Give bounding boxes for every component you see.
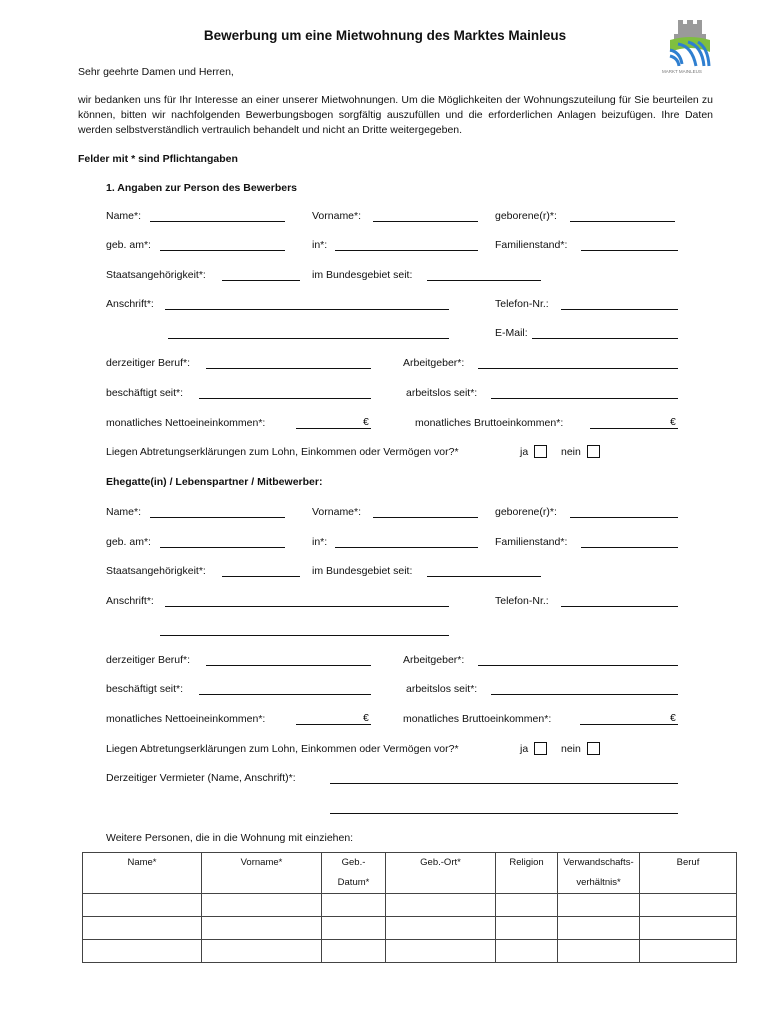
partner-arbeitslos-field[interactable] (491, 694, 678, 695)
table-row (83, 940, 737, 963)
header-geb-datum: Geb.- Datum* (322, 853, 386, 894)
partner-anschrift-field[interactable] (165, 606, 449, 607)
partner-geb-am-label: geb. am*: (106, 536, 151, 548)
table-cell[interactable] (386, 894, 496, 917)
vermieter-field[interactable] (330, 783, 678, 784)
partner-nein-label: nein (561, 743, 581, 755)
table-cell[interactable] (83, 917, 202, 940)
nein-label: nein (561, 446, 581, 458)
table-cell[interactable] (496, 894, 558, 917)
page-title: Bewerbung um eine Mietwohnung des Marktes Mainleus (203, 28, 567, 43)
table-cell[interactable] (202, 894, 322, 917)
header-beruf: Beruf (640, 853, 737, 894)
partner-familienstand-field[interactable] (581, 547, 678, 548)
table-cell[interactable] (496, 940, 558, 963)
geb-am-label: geb. am*: (106, 239, 151, 251)
geborene-label: geborene(r)*: (495, 210, 557, 222)
partner-beschaeftigt-label: beschäftigt seit*: (106, 683, 184, 695)
geburtsort-field[interactable] (335, 250, 478, 251)
partner-geb-am-field[interactable] (160, 547, 285, 548)
table-cell[interactable] (202, 940, 322, 963)
abtretung-question: Liegen Abtretungserklärungen zum Lohn, Einkommen oder Vermögen vor?* (106, 446, 459, 458)
bundesgebiet-label: im Bundesgebiet seit: (312, 269, 413, 281)
brutto-euro: € (670, 416, 676, 428)
table-row (83, 894, 737, 917)
table-cell[interactable] (558, 940, 640, 963)
nein-checkbox[interactable] (587, 445, 600, 458)
table-cell[interactable] (640, 917, 737, 940)
brutto-field[interactable] (590, 428, 678, 429)
partner-brutto-euro: € (670, 712, 676, 724)
partner-beruf-field[interactable] (206, 665, 371, 666)
partner-geborene-label: geborene(r)*: (495, 506, 557, 518)
netto-field[interactable] (296, 428, 371, 429)
vorname-field[interactable] (373, 221, 478, 222)
section2-heading: Ehegatte(in) / Lebenspartner / Mitbewerber: (106, 476, 323, 488)
ja-checkbox[interactable] (534, 445, 547, 458)
beschaeftigt-field[interactable] (199, 398, 371, 399)
email-label: E-Mail: (495, 327, 528, 339)
markt-mainleus-logo (664, 14, 716, 76)
vermieter-label: Derzeitiger Vermieter (Name, Anschrift)*: (106, 772, 296, 784)
partner-netto-label: monatliches Nettoeineinkommen*: (106, 713, 266, 725)
partner-staat-label: Staatsangehörigkeit*: (106, 565, 206, 577)
table-cell[interactable] (322, 917, 386, 940)
anschrift-field[interactable] (165, 309, 449, 310)
table-cell[interactable] (558, 917, 640, 940)
partner-brutto-field[interactable] (580, 724, 678, 725)
partner-telefon-field[interactable] (561, 606, 678, 607)
geb-am-field[interactable] (160, 250, 285, 251)
partner-staat-field[interactable] (222, 576, 300, 577)
salutation: Sehr geehrte Damen und Herren, (78, 66, 234, 78)
name-field[interactable] (150, 221, 285, 222)
arbeitslos-label: arbeitslos seit*: (406, 387, 478, 399)
partner-arbeitgeber-label: Arbeitgeber*: (403, 654, 465, 666)
partner-name-label: Name*: (106, 506, 142, 518)
beruf-field[interactable] (206, 368, 371, 369)
telefon-label: Telefon-Nr.: (495, 298, 549, 310)
required-note: Felder mit * sind Pflichtangaben (78, 153, 238, 165)
partner-ja-label: ja (520, 743, 529, 755)
ja-label: ja (520, 446, 529, 458)
table-row (83, 917, 737, 940)
partner-vorname-label: Vorname*: (312, 506, 362, 518)
table-cell[interactable] (202, 917, 322, 940)
partner-arbeitgeber-field[interactable] (478, 665, 678, 666)
arbeitslos-field[interactable] (491, 398, 678, 399)
partner-name-field[interactable] (150, 517, 285, 518)
anschrift-label: Anschrift*: (106, 298, 154, 310)
partner-familienstand-label: Familienstand*: (495, 536, 568, 548)
persons-table-header (83, 853, 737, 894)
partner-telefon-label: Telefon-Nr.: (495, 595, 549, 607)
header-geb-ort: Geb.-Ort* (386, 853, 496, 894)
logo-text: MARKT MAINLEUS (662, 69, 702, 74)
header-verwandschaft: Verwandschafts- verhältnis* (558, 853, 640, 894)
beruf-label: derzeitiger Beruf*: (106, 357, 191, 369)
geborene-field[interactable] (570, 221, 675, 222)
section1-heading: 1. Angaben zur Person des Bewerbers (106, 182, 298, 194)
table-cell[interactable] (640, 894, 737, 917)
table-cell[interactable] (496, 917, 558, 940)
intro-paragraph: wir bedanken uns für Ihr Interesse an einer unserer Mietwohnungen. Um die Möglichkeiten der Wohnungszuteilung für Sie beurteilen zu können, bitten wir nachfolgenden Bewerbungsbogen sorgfältig auszufüllen und die erforderlichen Anlagen beizufügen. Ihre Daten werden selbstverständlich vertraulich behandelt und nicht an Dritte weitergegeben. (78, 94, 713, 136)
header-religion: Religion (496, 853, 558, 894)
partner-beschaeftigt-field[interactable] (199, 694, 371, 695)
staatsangehoerigkeit-field[interactable] (222, 280, 300, 281)
header-vorname: Vorname* (202, 853, 322, 894)
table-cell[interactable] (83, 940, 202, 963)
table-cell[interactable] (640, 940, 737, 963)
name-label: Name*: (106, 210, 142, 222)
partner-anschrift-field-line2[interactable] (160, 635, 449, 636)
email-field[interactable] (532, 338, 678, 339)
anschrift-field-line2[interactable] (168, 338, 449, 339)
partner-vorname-field[interactable] (373, 517, 478, 518)
table-cell[interactable] (322, 940, 386, 963)
vermieter-field-line2[interactable] (330, 813, 678, 814)
partner-anschrift-label: Anschrift*: (106, 595, 154, 607)
partner-brutto-label: monatliches Bruttoeinkommen*: (403, 713, 552, 725)
persons-table (82, 852, 737, 963)
persons-label: Weitere Personen, die in die Wohnung mit einziehen: (106, 832, 354, 844)
arbeitgeber-label: Arbeitgeber*: (403, 357, 465, 369)
vorname-label: Vorname*: (312, 210, 362, 222)
telefon-field[interactable] (561, 309, 678, 310)
brutto-label: monatliches Bruttoeinkommen*: (415, 417, 564, 429)
netto-euro: € (363, 416, 369, 428)
table-cell[interactable] (558, 894, 640, 917)
partner-geborene-field[interactable] (570, 517, 678, 518)
partner-netto-euro: € (363, 712, 369, 724)
netto-label: monatliches Nettoeineinkommen*: (106, 417, 266, 429)
partner-geburtsort-field[interactable] (335, 547, 478, 548)
partner-arbeitslos-label: arbeitslos seit*: (406, 683, 478, 695)
staatsangehoerigkeit-label: Staatsangehörigkeit*: (106, 269, 206, 281)
partner-bundesgebiet-field[interactable] (427, 576, 541, 577)
partner-ja-checkbox[interactable] (534, 742, 547, 755)
partner-bundesgebiet-label: im Bundesgebiet seit: (312, 565, 413, 577)
partner-abtretung-question: Liegen Abtretungserklärungen zum Lohn, Einkommen oder Vermögen vor?* (106, 743, 459, 755)
familienstand-field[interactable] (581, 250, 678, 251)
geburtsort-label: in*: (312, 239, 328, 251)
arbeitgeber-field[interactable] (478, 368, 678, 369)
header-name: Name* (83, 853, 202, 894)
table-cell[interactable] (386, 917, 496, 940)
partner-nein-checkbox[interactable] (587, 742, 600, 755)
partner-netto-field[interactable] (296, 724, 371, 725)
beschaeftigt-label: beschäftigt seit*: (106, 387, 184, 399)
table-cell[interactable] (83, 894, 202, 917)
familienstand-label: Familienstand*: (495, 239, 568, 251)
table-cell[interactable] (386, 940, 496, 963)
partner-geburtsort-label: in*: (312, 536, 328, 548)
bundesgebiet-field[interactable] (427, 280, 541, 281)
table-cell[interactable] (322, 894, 386, 917)
partner-beruf-label: derzeitiger Beruf*: (106, 654, 191, 666)
